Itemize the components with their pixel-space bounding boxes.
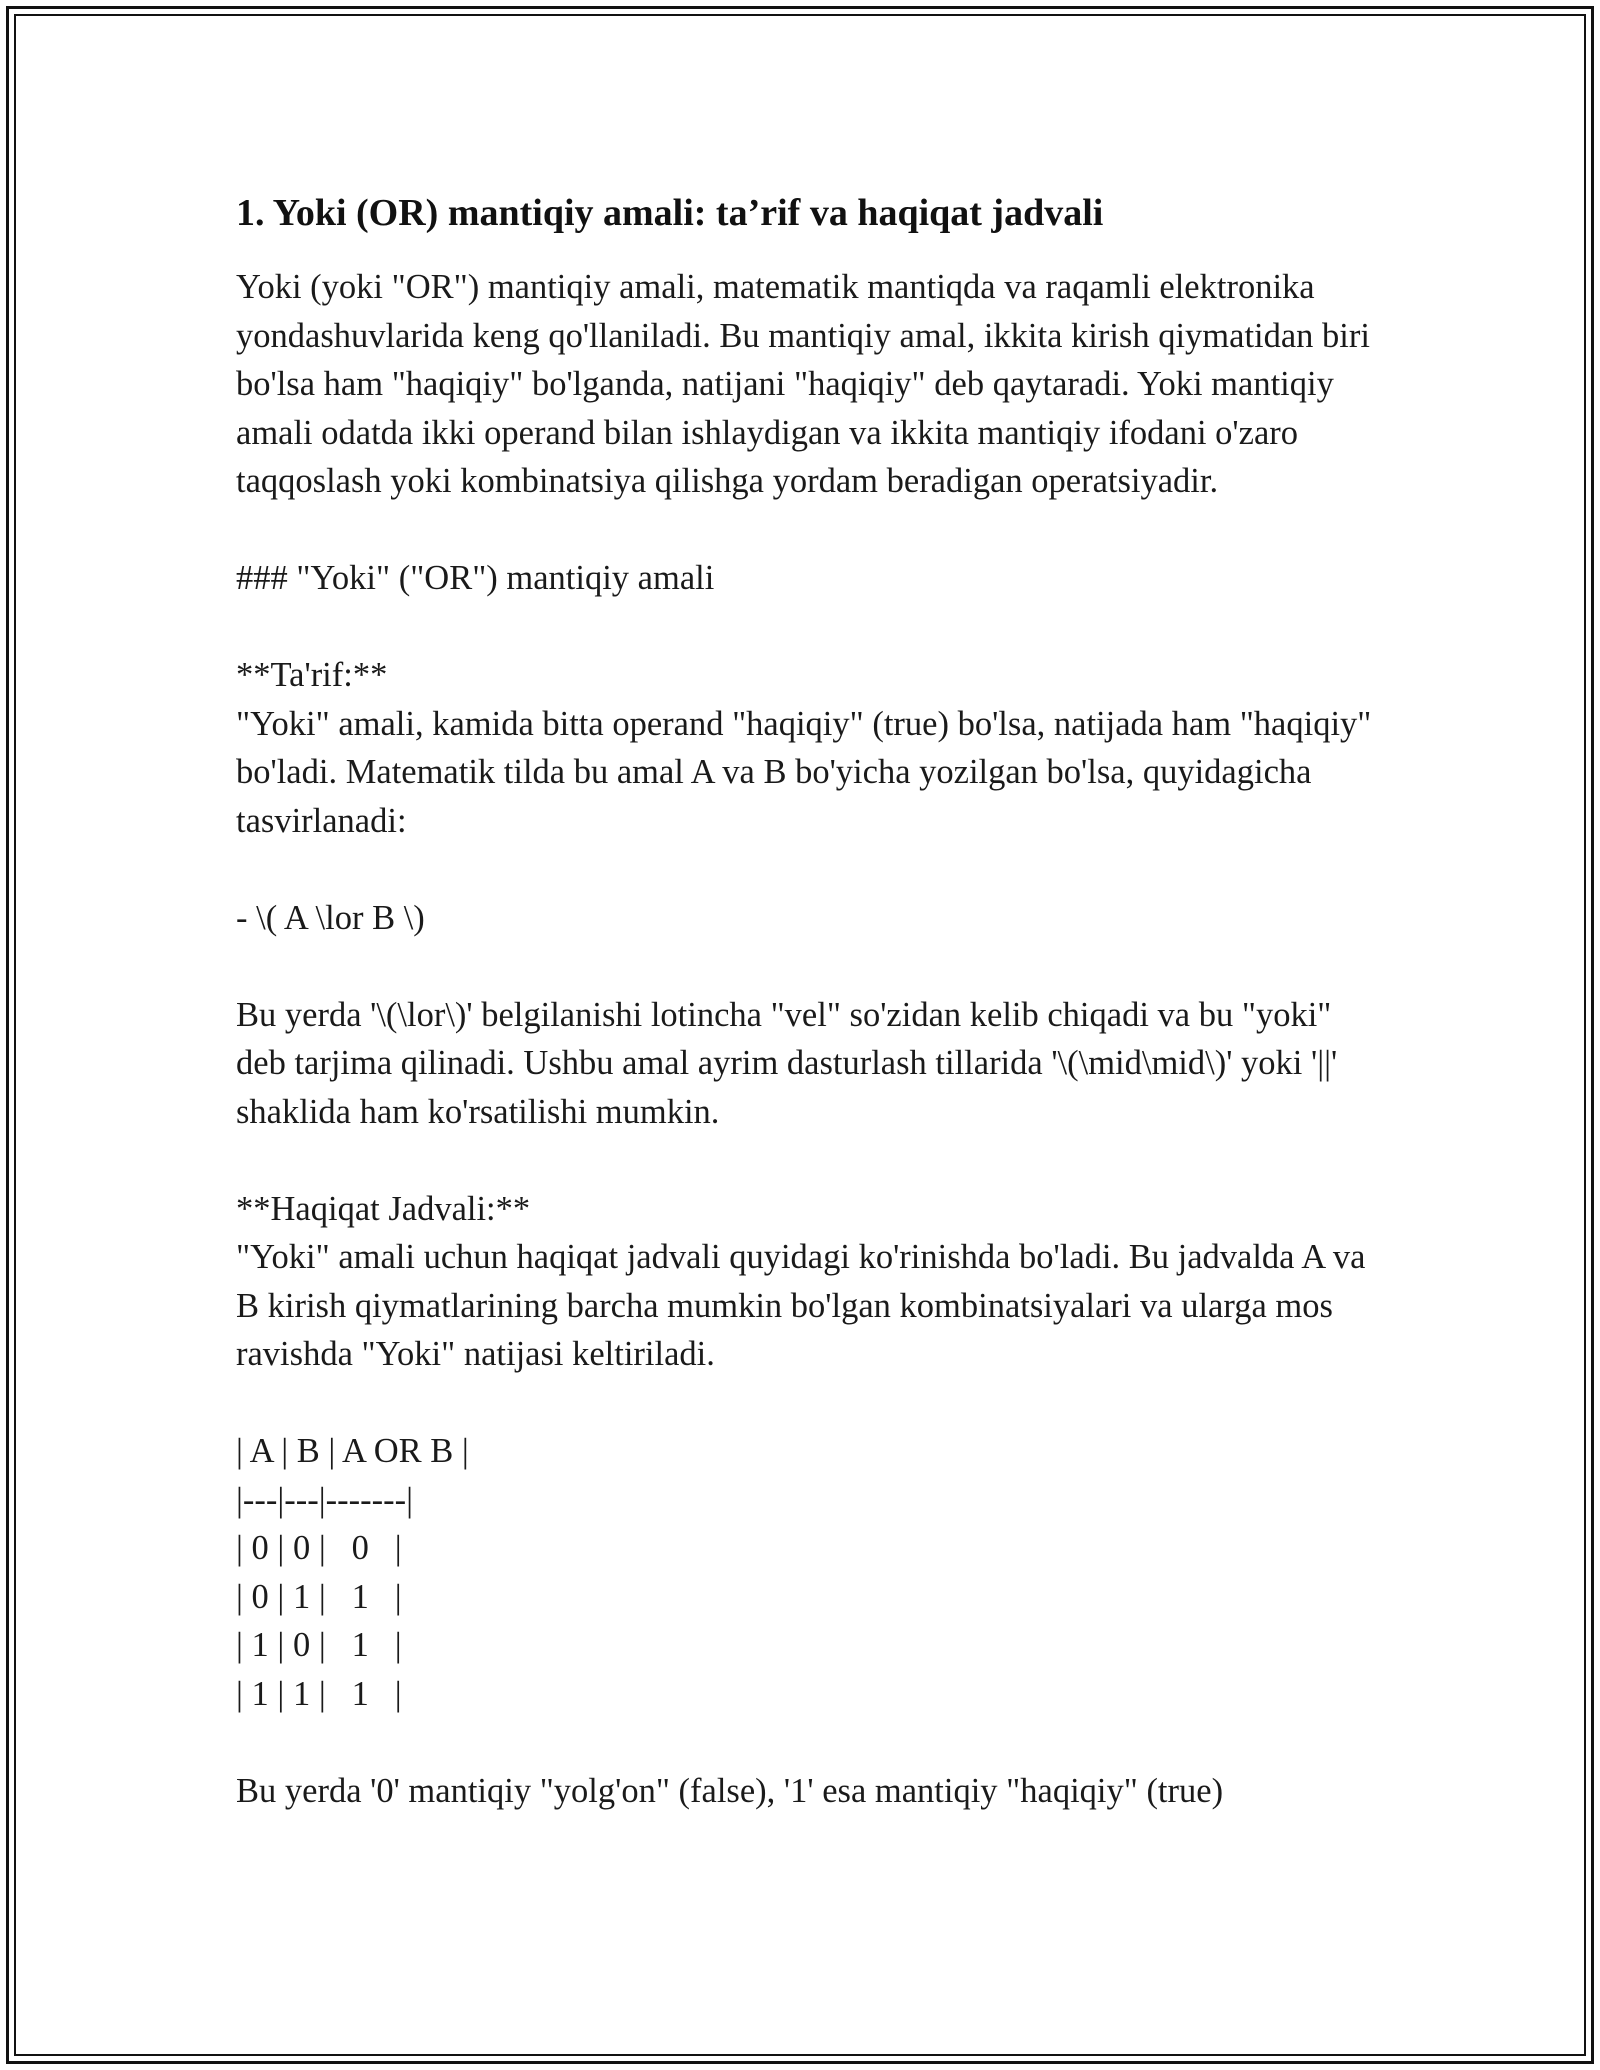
document-body — [236, 185, 1386, 1815]
symbol-paragraph: Bu yerda '\(\lor\)' belgilanishi lotincha "vel" so'zidan kelib chiqadi va bu "yoki" deb tarjima qilinadi. Ushbu amal ayrim dasturlash tillarida '\(\mid\mid\)' yoki '||' shaklida ham ko'rsatilishi mumkin. — [236, 995, 1346, 1131]
truth-table-row: | 0 | 1 | 1 | — [236, 1577, 402, 1616]
intro-paragraph: Yoki (yoki "OR") mantiqiy amali, matematik mantiqda va raqamli elektronika yondashuvlarida keng qo'llaniladi. Bu mantiqiy amal, ikkita kirish qiymatidan biri bo'lsa ham "haqiqiy" bo'lganda, natijani "haqiqiy" deb qaytaradi. Yoki mantiqiy amali odatda ikki operand bilan ishlaydigan va ikkita mantiqiy ifodani o'zaro taqqoslash yoki kombinatsiya qilishga yordam beradigan operatsiyadir. — [236, 268, 1379, 500]
truth-table-text: "Yoki" amali uchun haqiqat jadvali quyidagi ko'rinishda bo'ladi. Bu jadvalda A va B kirish qiymatlarining barcha mumkin bo'lgan kombinatsiyalari va ularga mos ravishda "Yoki" natijasi keltiriladi. — [236, 1238, 1375, 1373]
formula-line: - \( A \lor B \) — [236, 898, 425, 937]
paragraph-gap — [236, 1718, 1386, 1767]
paragraph-gap — [236, 845, 1386, 894]
closing-paragraph: Bu yerda '0' mantiqiy "yolg'on" (false), '1' esa mantiqiy "haqiqiy" (true) — [236, 1771, 1224, 1810]
paragraph-gap — [236, 1379, 1386, 1428]
truth-table-row: | 1 | 1 | 1 | — [236, 1674, 402, 1713]
definition-label: **Ta'rif:** — [236, 656, 388, 694]
truth-table-row: | 0 | 0 | 0 | — [236, 1529, 402, 1567]
truth-table-row: | A | B | A OR B | — [236, 1432, 469, 1470]
paragraph-gap — [236, 942, 1386, 991]
definition-text: "Yoki" amali, kamida bitta operand "haqiqiy" (true) bo'lsa, natijada ham "haqiqiy" bo'ladi. Matematik tilda bu amal A va B bo'yicha yozilgan bo'lsa, quyidagicha tasvirlanadi: — [236, 704, 1380, 840]
truth-table-row: |---|---|-------| — [236, 1480, 413, 1519]
paragraph-gap — [236, 1136, 1386, 1185]
truth-table-row: | 1 | 0 | 1 | — [236, 1626, 402, 1664]
paragraph-gap — [236, 506, 1386, 555]
truth-table — [236, 1427, 1386, 1718]
paragraph-gap — [236, 603, 1386, 652]
truth-table-label: **Haqiqat Jadvali:** — [236, 1189, 531, 1228]
document-heading: 1. Yoki (OR) mantiqiy amali: ta’rif va haqiqat jadvali — [236, 192, 1104, 234]
subheading-line: ### "Yoki" ("OR") mantiqiy amali — [236, 559, 715, 597]
